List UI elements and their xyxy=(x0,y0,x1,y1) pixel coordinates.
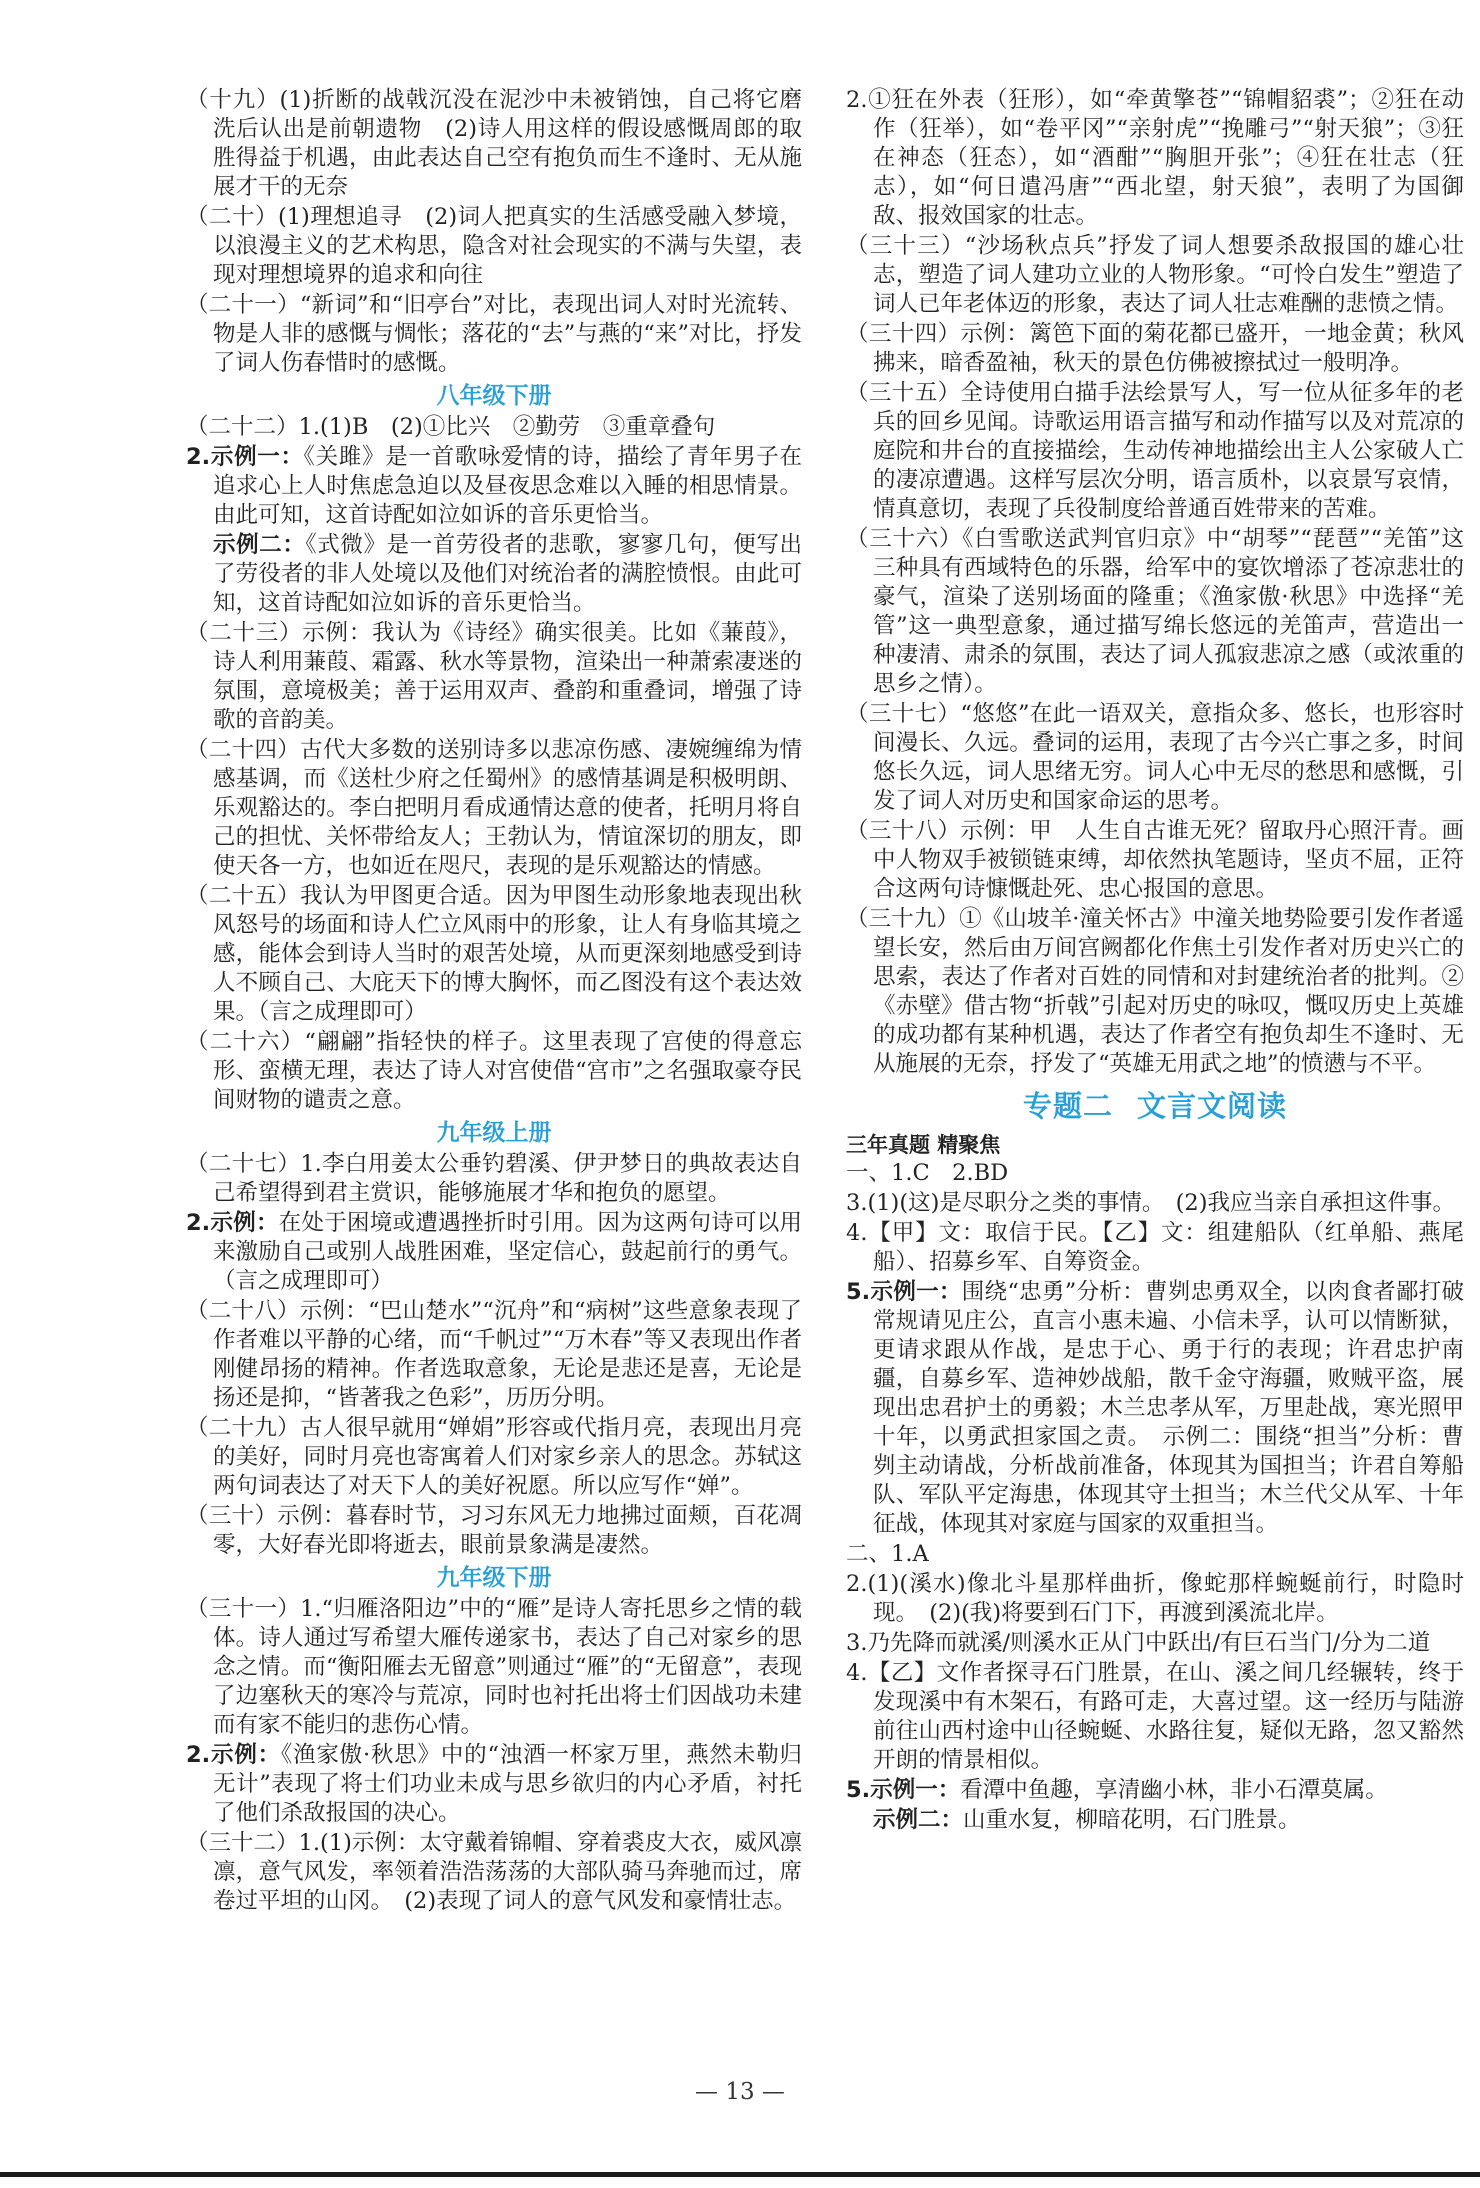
answer-item: 2.(1)(溪水)像北斗星那样曲折，像蛇那样蜿蜒前行，时隐时现。 (2)(我)将要到石门下，再渡到溪流北岸。 xyxy=(846,1571,1464,1626)
grade-heading: 八年级下册 xyxy=(436,383,552,409)
answer-item: （二十一）“新词”和“旧亭台”对比，表现出词人对时光流转、物是人非的感慨与惆怅；落花的“去”与燕的“来”对比，抒发了词人伤春惜时的感慨。 xyxy=(186,292,802,376)
topic-title: 文言文阅读 xyxy=(1137,1089,1288,1123)
answer-item: （三十三）“沙场秋点兵”抒发了词人想要杀敌报国的雄心壮志，塑造了词人建功立业的人物形象。“可怜白发生”塑造了词人已年老体迈的形象，表达了词人壮志难酬的悲愤之情。 xyxy=(846,233,1464,317)
answer-item: （二十八）示例：“巴山楚水”“沉舟”和“病树”这些意象表现了作者难以平静的心绪，而“千帆过”“万木春”等又表现出作者刚健昂扬的精神。作者选取意象，无论是悲还是喜，无论是扬还是抑，“皆著我之色彩”，历历分明。 xyxy=(186,1298,802,1411)
page-number: — 13 — xyxy=(695,2079,785,2105)
bottom-rule xyxy=(0,2172,1480,2177)
answer-item: （三十七）“悠悠”在此一语双关，意指众多、悠长，也形容时间漫长、久远。叠词的运用，表现了古今兴亡事之多，时间悠长久远，词人思绪无穷。词人心中无尽的愁思和感慨，引发了词人对历史和国家命运的思考。 xyxy=(846,701,1464,814)
right-column xyxy=(846,86,1464,1836)
answer-item: （二十五）我认为甲图更合适。因为甲图生动形象地表现出秋风怒号的场面和诗人伫立风雨中的形象，让人有身临其境之感，能体会到诗人当时的艰苦处境，从而更深刻地感受到诗人不顾自己、大庇天下的博大胸怀，而乙图没有这个表达效果。（言之成理即可） xyxy=(186,883,802,1025)
answer-item: 2.示例一：《关雎》是一首歌咏爱情的诗，描绘了青年男子在追求心上人时焦虑急迫以及昼夜思念难以入睡的相思情景。由此可知，这首诗配如泣如诉的音乐更恰当。 xyxy=(186,444,802,528)
topic-number: 专题二 xyxy=(1022,1089,1113,1123)
answer-item: （三十二）1.(1)示例：太守戴着锦帽、穿着裘皮大衣，威风凛凛，意气风发，率领着浩浩荡荡的大部队骑马奔驰而过，席卷过平坦的山冈。 (2)表现了词人的意气风发和豪情壮志。 xyxy=(186,1830,802,1914)
answer-item: （二十三）示例：我认为《诗经》确实很美。比如《蒹葭》，诗人利用蒹葭、霜露、秋水等景物，渲染出一种萧索凄迷的氛围，意境极美；善于运用双声、叠韵和重叠词，增强了诗歌的音韵美。 xyxy=(186,620,802,733)
answer-item: （三十四）示例：篱笆下面的菊花都已盛开，一地金黄；秋风拂来，暗香盈袖，秋天的景色仿佛被擦拭过一般明净。 xyxy=(846,321,1464,376)
section-title: 三年真题 精聚焦 xyxy=(846,1133,1001,1157)
answer-item: 3.(1)(这)是尽职分之类的事情。 (2)我应当亲自承担这件事。 xyxy=(846,1190,1456,1216)
answer-item: 2.示例：在处于困境或遭遇挫折时引用。因为这两句诗可以用来激励自己或别人战胜困难，坚定信心，鼓起前行的勇气。（言之成理即可） xyxy=(186,1210,802,1294)
left-column xyxy=(186,86,802,1917)
answer-item: 4.【甲】文：取信于民。【乙】文：组建船队（红单船、燕尾船）、招募乡军、自筹资金。 xyxy=(846,1220,1464,1275)
topic-heading xyxy=(846,1089,1464,1123)
answer-item: 4.【乙】文作者探寻石门胜景，在山、溪之间几经辗转，终于发现溪中有木架石，有路可走，大喜过望。这一经历与陆游前往山西村途中山径蜿蜒、水路往复，疑似无路，忽又豁然开朗的情景相似。 xyxy=(846,1660,1464,1773)
answer-item: 二、1.A xyxy=(846,1541,929,1567)
answer-item: 3.乃先降而就溪/则溪水正从门中跃出/有巨石当门/分为二道 xyxy=(846,1630,1431,1656)
answer-item: （三十）示例：暮春时节，习习东风无力地拂过面颊，百花凋零，大好春光即将逝去，眼前景象满是凄然。 xyxy=(186,1503,802,1558)
answer-item: （二十四）古代大多数的送别诗多以悲凉伤感、凄婉缠绵为情感基调，而《送杜少府之任蜀州》的感情基调是积极明朗、乐观豁达的。李白把明月看成通情达意的使者，托明月将自己的担忧、关怀带给友人；王勃认为，情谊深切的朋友，即使天各一方，也如近在咫尺，表现的是乐观豁达的情感。 xyxy=(186,737,802,879)
answer-item: 示例二：山重水复，柳暗花明，石门胜景。 xyxy=(873,1807,1301,1833)
answer-item: 5.示例一：看潭中鱼趣，享清幽小林，非小石潭莫属。 xyxy=(846,1777,1388,1803)
answer-item: 一、1.C 2.BD xyxy=(846,1160,1009,1186)
answer-item: （三十六）《白雪歌送武判官归京》中“胡琴”“琵琶”“羌笛”这三种具有西域特色的乐器，给军中的宴饮增添了苍凉悲壮的豪气，渲染了送别场面的隆重；《渔家傲·秋思》中选择“羌管”这一典型意象，通过描写绵长悠远的羌笛声，营造出一种凄清、肃杀的氛围，表达了词人孤寂悲凉之感（或浓重的思乡之情）。 xyxy=(846,526,1464,697)
answer-item: （三十九）①《山坡羊·潼关怀古》中潼关地势险要引发作者遥望长安，然后由万间宫阙都化作焦土引发作者对历史兴亡的思索，表达了作者对百姓的同情和对封建统治者的批判。②《赤壁》借古物“折戟”引起对历史的咏叹，慨叹历史上英雄的成功都有某种机遇，表达了作者空有抱负却生不逢时、无从施展的无奈，抒发了“英雄无用武之地”的愤懑与不平。 xyxy=(846,906,1464,1077)
answer-item: （三十一）1.“归雁洛阳边”中的“雁”是诗人寄托思乡之情的载体。诗人通过写希望大雁传递家书，表达了自己对家乡的思念之情。而“衡阳雁去无留意”则通过“雁”的“无留意”，表现了边塞秋天的寒冷与荒凉，同时也衬托出将士们因战功未建而有家不能归的悲伤心情。 xyxy=(186,1596,802,1738)
answer-item: 5.示例一：围绕“忠勇”分析：曹刿忠勇双全，以肉食者鄙打破常规请见庄公，直言小惠未遍、小信未孚，认可以情断狱，更请求跟从作战，是忠于心、勇于行的表现；许君忠护南疆，自募乡军、造神妙战船，散千金守海疆，败贼平盗，展现出忠君护土的勇毅；木兰忠孝从军，万里赴战，寒光照甲十年，以勇武担家国之责。 示例二：围绕“担当”分析：曹刿主动请战，分析战前准备，体现其为国担当；许君自筹船队、军队平定海患，体现其守土担当；木兰代父从军、十年征战，体现其对家庭与国家的双重担当。 xyxy=(846,1279,1465,1537)
answer-item: （二十七）1.李白用姜太公垂钓碧溪、伊尹梦日的典故表达自己希望得到君主赏识，能够施展才华和抱负的愿望。 xyxy=(186,1151,802,1206)
answer-item: （二十）(1)理想追寻 (2)词人把真实的生活感受融入梦境，以浪漫主义的艺术构思，隐含对社会现实的不满与失望，表现对理想境界的追求和向往 xyxy=(186,204,802,288)
answer-item: （二十六）“翩翩”指轻快的样子。这里表现了宫使的得意忘形、蛮横无理，表达了诗人对宫使借“宫市”之名强取豪夺民间财物的谴责之意。 xyxy=(186,1029,802,1113)
answer-item: （二十二）1.(1)B (2)①比兴 ②勤劳 ③重章叠句 xyxy=(186,414,716,440)
answer-item: 2.示例：《渔家傲·秋思》中的“浊酒一杯家万里，燕然未勒归无计”表现了将士们功业未成与思乡欲归的内心矛盾，衬托了他们杀敌报国的决心。 xyxy=(186,1742,803,1826)
answer-item: （二十九）古人很早就用“婵娟”形容或代指月亮，表现出月亮的美好，同时月亮也寄寓着人们对家乡亲人的思念。苏轼这两句词表达了对天下人的美好祝愿。所以应写作“婵”。 xyxy=(186,1415,802,1499)
answer-item: （三十五）全诗使用白描手法绘景写人，写一位从征多年的老兵的回乡见闻。诗歌运用语言描写和动作描写以及对荒凉的庭院和井台的直接描绘，生动传神地描绘出主人公家破人亡的凄凉遭遇。这样写层次分明，语言质朴，以哀景写哀情，情真意切，表现了兵役制度给普通百姓带来的苦难。 xyxy=(846,380,1464,522)
grade-heading: 九年级下册 xyxy=(436,1565,552,1591)
answer-item: 示例二：《式微》是一首劳役者的悲歌，寥寥几句，便写出了劳役者的非人处境以及他们对统治者的满腔愤恨。由此可知，这首诗配如泣如诉的音乐更恰当。 xyxy=(213,532,802,616)
grade-heading: 九年级上册 xyxy=(436,1120,552,1146)
answer-item: （十九）(1)折断的战戟沉没在泥沙中未被销蚀，自己将它磨洗后认出是前朝遗物 (2)诗人用这样的假设感慨周郎的取胜得益于机遇，由此表达自己空有抱负而生不逢时、无从施展才干的无奈 xyxy=(186,87,802,200)
answer-item: 2.①狂在外表（狂形），如“牵黄擎苍”“锦帽貂裘”；②狂在动作（狂举），如“卷平冈”“亲射虎”“挽雕弓”“射天狼”；③狂在神态（狂态），如“酒酣”“胸胆开张”；④狂在壮志（狂志），如“何日遣冯唐”“西北望，射天狼”，表明了为国御敌、报效国家的壮志。 xyxy=(846,87,1464,229)
answer-item: （三十八）示例：甲 人生自古谁无死？留取丹心照汗青。画中人物双手被锁链束缚，却依然执笔题诗，坚贞不屈，正符合这两句诗慷慨赴死、忠心报国的意思。 xyxy=(846,818,1464,902)
